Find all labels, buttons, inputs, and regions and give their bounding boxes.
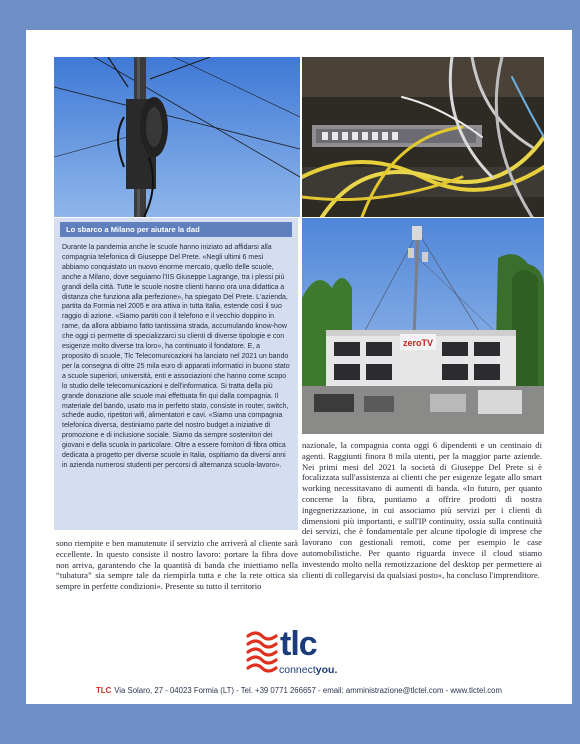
sidebar-box (54, 218, 298, 530)
logo-tagline (279, 664, 337, 676)
blue-frame-left (0, 0, 26, 744)
building-sign-text: zeroTV (402, 338, 434, 348)
blue-frame-right (572, 0, 580, 744)
blue-frame-bottom (0, 704, 580, 744)
sidebar-body: Durante la pandemia anche le scuole hanno iniziato ad affidarsi alla compagnia telefonica di Giuseppe Del Prete. «Negli ultimi 6 mesi abbiamo conquistato un nuovo enorme mercato, quello delle scuole, anche a Milano, dove seguiamo l'IIS Giuseppe Lagrange, tra i plessi più grandi della città. Tutte le scuole nostre clienti hanno ora una didattica a distanza che funziona alla perfezione», ha spiegato Del Prete. L'azienda, partita da Formia nel 2005 e ora attiva in tutta Italia, estende così il suo raggio di azione. «Siamo partiti con il telefono e il vecchio doppino in rame, da allora abbiamo fatto tantissima strada, accumulando know-how che oggi ci permette di specializzarci su clienti di diverse tipologie e con esigenze molto diverse tra loro», ha continuato il fondatore. E, a proposito di scuole, Tlc Telecomunicazioni ha lanciato nel 2021 un bando per la consegna di oltre 25 mila euro di apparati informatici in buono stato a scuole superiori, università, enti e associazioni che hanno come scopo lo studio delle telecomunicazioni e dell'informatica. Si tratta della più grande donazione alle scuole mai effettuata fin qui dalla compagnia. Il materiale del bando, usato ma in perfetto stato, consiste in router, switch, schede audio, ripetitori wifi, alimentatori e cavi. «Siamo una compagnia telefonica diversa, destiniamo parte del nostro budget a iniziative di promozione e di inclusione sociale. Siamo da sempre sostenitori dei giovani e della scuola in particolare. Oltre a essere fornitori di fibra ottica dedicata a progetto per diverse scuole in Italia, ospitiamo da diversi anni in azienda numerosi studenti per percorsi di alternanza scuola-lavoro». (62, 244, 290, 469)
tlc-wave-mark-icon (246, 630, 280, 674)
logo-wordmark: tlc (280, 625, 317, 663)
blue-frame-top (0, 0, 580, 30)
tlc-logo (246, 625, 356, 694)
footer-text[interactable]: Via Solaro, 27 - 04023 Formia (LT) - Tel. +39 0771 266657 - email: amministrazione@tlctel.com - www.tlctel.com (114, 686, 502, 695)
article-column-right: nazionale, la compagnia conta oggi 6 dipendenti e un centinaio di agenti. Raggiunti finora 8 mila utenti, per la maggior parte aziende. Nei primi mesi del 2021 la società di Giuseppe Del Prete si è focalizzata sull'assistenza ai clienti che per esigenze legate allo smart working necessitavano di aumenti di banda. «In futuro, per quanto concerne la fibra, puntiamo a offrire prodotti di nostra ingegnerizzazione, in cui associamo più servizi per i clienti di dimensioni più importanti, e sull'IP continuity, ossia sulla continuità dei servizi, che è fondamentale per alcune tipologie di imprese che lavorano con gestionali remoti, come per esempio le case automobilistiche. Per quanto riguarda invece il cloud stiamo investendo molto nella remotizzazione del desktop per permettere ai clienti di collegarvisi da qualsiasi posto», ha concluso l'imprenditore. (302, 440, 542, 580)
footer-contacts (26, 686, 572, 695)
sidebar-title: Lo sbarco a Milano per aiutare la dad (60, 222, 292, 237)
logo-tagline-light: connect (279, 664, 316, 676)
photo-network-cables (302, 57, 544, 217)
photo-telecom-pole (54, 57, 300, 217)
magazine-page (26, 30, 572, 704)
photo-building (302, 218, 544, 434)
logo-tagline-bold: you. (315, 664, 338, 676)
article-column-left: sono riempite e ben manutenute il servizio che arriverà al cliente sarà eccellente. In questo consiste il nostro lavoro: portare la fibra dove non arriva, garantendo che la quantità di banda che iniettiamo nella “tubatura” sia sempre tale da riempirla tutta e che la rete ottica sia sempre in perfette condizioni». Presente su tutto il territorio (56, 538, 298, 592)
footer-brand: TLC (96, 686, 112, 695)
